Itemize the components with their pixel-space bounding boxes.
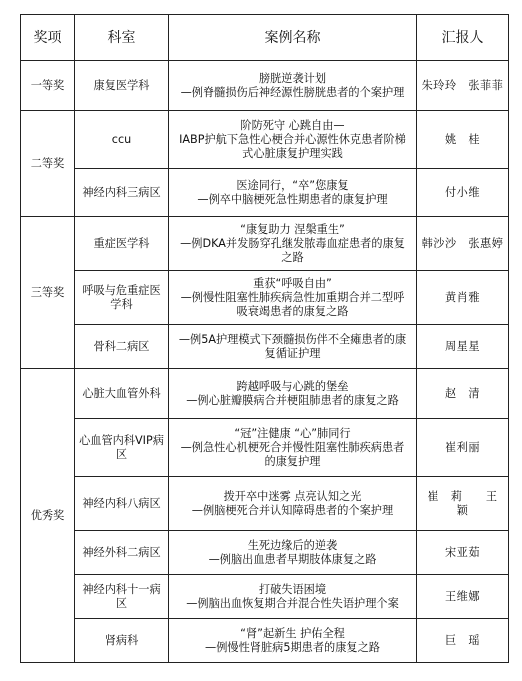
reporter-cell: 巨 瑶	[417, 619, 509, 663]
header-case: 案例名称	[169, 15, 417, 61]
case-line: 吸衰竭患者的康复之路	[236, 304, 349, 318]
dept-cell: 神经内科十一病区	[75, 575, 169, 619]
case-line: —例脑梗死合并认知障碍患者的个案护理	[191, 503, 394, 517]
table-body	[21, 61, 509, 663]
case-cell	[169, 325, 417, 369]
dept-cell: 心脏大血管外科	[75, 369, 169, 419]
case-line: —例脑出血患者早期肢体康复之路	[208, 552, 377, 566]
reporter-cell: 崔 莉 王 颖	[417, 477, 509, 531]
case-line: —例5A护理模式下颈髓损伤伴不全瘫患者的康	[178, 332, 407, 346]
header-reporter: 汇报人	[417, 15, 509, 61]
dept-cell: 呼吸与危重症医学科	[75, 271, 169, 325]
dept-cell: 重症医学科	[75, 217, 169, 271]
case-line: IABP护航下急性心梗合并心源性休克患者阶梯	[179, 132, 406, 146]
case-cell	[169, 619, 417, 663]
table-row	[21, 419, 509, 477]
reporter-cell: 朱玲玲 张菲菲	[417, 61, 509, 111]
dept-cell: 神经内科三病区	[75, 169, 169, 217]
case-line: 阶防死守 心跳自由—	[240, 118, 345, 132]
table-row	[21, 531, 509, 575]
reporter-cell: 黄肖雅	[417, 271, 509, 325]
dept-cell: 康复医学科	[75, 61, 169, 111]
awards-table	[20, 14, 509, 663]
case-line: —例脊髓损伤后神经源性膀胱患者的个案护理	[180, 85, 405, 99]
case-cell	[169, 61, 417, 111]
case-line: 式心脏康复护理实践	[242, 146, 343, 160]
case-line: “肾”起新生 护佑全程	[240, 626, 345, 640]
table-row	[21, 575, 509, 619]
table-row	[21, 111, 509, 169]
award-cell: 一等奖	[21, 61, 75, 111]
case-line: —例急性心机梗死合并慢性阻塞性肺疾病患者	[180, 440, 405, 454]
case-line: —例DKA并发肠穿孔继发脓毒血症患者的康复	[180, 236, 405, 250]
header-row	[21, 15, 509, 61]
case-line: 跨越呼吸与心跳的堡垒	[236, 379, 349, 393]
case-line: 的康复护理	[264, 454, 321, 468]
case-line: 复循证护理	[264, 346, 321, 360]
case-cell	[169, 111, 417, 169]
case-cell	[169, 271, 417, 325]
table-row	[21, 61, 509, 111]
case-line: 重获“呼吸自由”	[253, 276, 332, 290]
reporter-cell: 崔利丽	[417, 419, 509, 477]
case-line: 医途同行，“卒”您康复	[236, 178, 349, 192]
reporter-cell: 姚 桂	[417, 111, 509, 169]
table-row	[21, 169, 509, 217]
case-cell	[169, 531, 417, 575]
table-row	[21, 619, 509, 663]
dept-cell: 神经内科八病区	[75, 477, 169, 531]
case-line: “冠”注健康 “心”肺同行	[234, 426, 351, 440]
case-cell	[169, 419, 417, 477]
case-line: “康复助力 涅槃重生”	[240, 222, 345, 236]
table-row	[21, 325, 509, 369]
case-line: 打破失语困境	[258, 582, 327, 596]
reporter-cell: 王维娜	[417, 575, 509, 619]
reporter-cell: 赵 清	[417, 369, 509, 419]
dept-cell: 神经外科二病区	[75, 531, 169, 575]
case-line: —例慢性肾脏病5期患者的康复之路	[205, 640, 380, 654]
reporter-cell: 付小维	[417, 169, 509, 217]
award-cell: 二等奖	[21, 111, 75, 217]
case-line: 拨开卒中迷雾 点亮认知之光	[223, 489, 362, 503]
header-award: 奖项	[21, 15, 75, 61]
table-row	[21, 369, 509, 419]
table-row	[21, 217, 509, 271]
table-row	[21, 477, 509, 531]
reporter-cell: 宋亚茹	[417, 531, 509, 575]
case-cell	[169, 169, 417, 217]
case-line: 之路	[281, 250, 304, 264]
case-line: —例卒中脑梗死急性期患者的康复护理	[197, 192, 388, 206]
award-cell: 三等奖	[21, 217, 75, 369]
dept-cell: 骨科二病区	[75, 325, 169, 369]
dept-cell: ccu	[75, 111, 169, 169]
case-line: —例心脏瓣膜病合并梗阻肺患者的康复之路	[186, 393, 399, 407]
case-line: —例慢性阻塞性肺疾病急性加重期合并二型呼	[180, 290, 405, 304]
case-line: 生死边缘后的逆袭	[247, 538, 338, 552]
header-dept: 科室	[75, 15, 169, 61]
case-cell	[169, 369, 417, 419]
reporter-cell: 周星星	[417, 325, 509, 369]
case-line: —例脑出血恢复期合并混合性失语护理个案	[186, 596, 399, 610]
reporter-cell: 韩沙沙 张惠婷	[417, 217, 509, 271]
case-cell	[169, 575, 417, 619]
case-line: 膀胱逆袭计划	[258, 71, 327, 85]
case-cell	[169, 477, 417, 531]
table-row	[21, 271, 509, 325]
dept-cell: 心血管内科VIP病区	[75, 419, 169, 477]
award-cell: 优秀奖	[21, 369, 75, 663]
case-cell	[169, 217, 417, 271]
dept-cell: 肾病科	[75, 619, 169, 663]
